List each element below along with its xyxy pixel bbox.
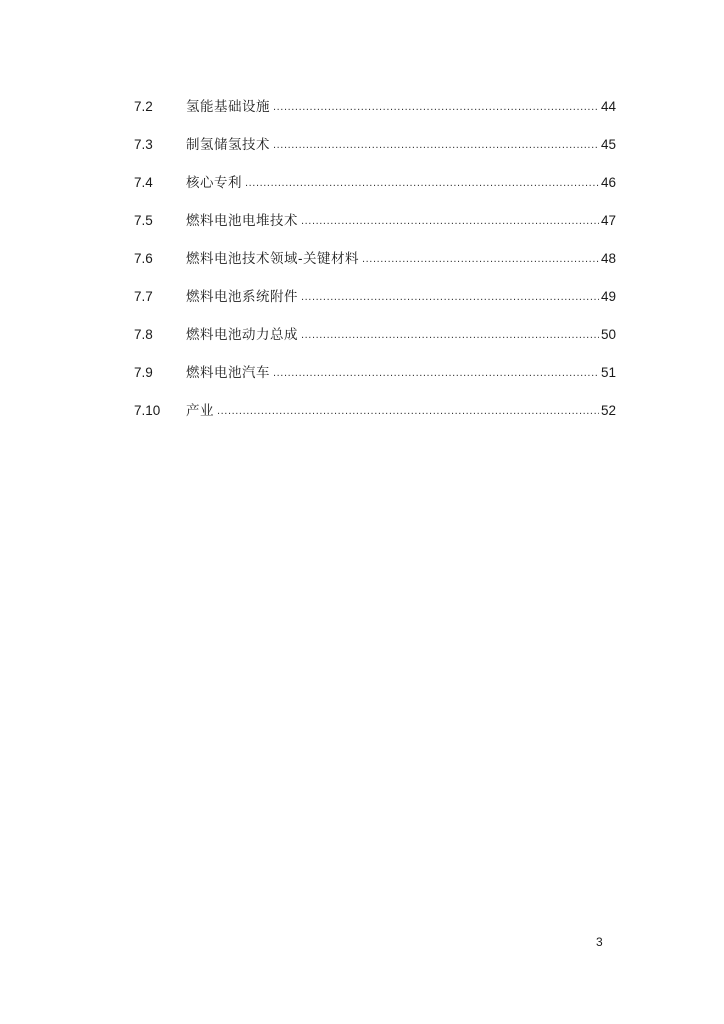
- toc-dot-leader: [301, 211, 599, 231]
- toc-entry-number: 7.10: [134, 403, 161, 418]
- toc-entry-number: 7.3: [134, 137, 153, 152]
- toc-entry[interactable]: [134, 287, 616, 325]
- toc-entry-title: 燃料电池电堆技术: [186, 213, 298, 228]
- toc-dot-leader: [301, 325, 599, 345]
- toc-entry-number: 7.6: [134, 251, 153, 266]
- toc-entry-number: 7.2: [134, 99, 153, 114]
- toc-entry[interactable]: [134, 363, 616, 401]
- toc-entry-number: 7.9: [134, 365, 153, 380]
- toc-dot-leader: [217, 401, 599, 421]
- toc-entry-page: 50: [600, 327, 616, 342]
- toc-entry-page: 46: [600, 175, 616, 190]
- toc-entry[interactable]: [134, 249, 616, 287]
- toc-entry-page: 52: [600, 403, 616, 418]
- toc-entry-number: 7.4: [134, 175, 153, 190]
- toc-entry-title: 产业: [186, 403, 214, 418]
- toc-entry[interactable]: [134, 325, 616, 363]
- toc-entry-title: 燃料电池汽车: [186, 365, 270, 380]
- toc-entry-title: 氢能基础设施: [186, 99, 270, 114]
- toc-dot-leader: [273, 363, 599, 383]
- toc-dot-leader: [362, 249, 599, 269]
- toc-entry-page: 48: [600, 251, 616, 266]
- toc-entry-number: 7.7: [134, 289, 153, 304]
- toc-entry-title: 制氢储氢技术: [186, 137, 270, 152]
- toc-entry-page: 47: [600, 213, 616, 228]
- toc-entry-number: 7.5: [134, 213, 153, 228]
- toc-entry-page: 44: [600, 99, 616, 114]
- toc-entry-page: 45: [600, 137, 616, 152]
- toc-entry-number: 7.8: [134, 327, 153, 342]
- toc-entry-title: 燃料电池动力总成: [186, 327, 298, 342]
- toc-dot-leader: [273, 97, 599, 117]
- toc-entry[interactable]: [134, 97, 616, 135]
- toc-entry[interactable]: [134, 211, 616, 249]
- toc-entry[interactable]: [134, 173, 616, 211]
- toc-dot-leader: [245, 173, 599, 193]
- table-of-contents: [134, 97, 616, 439]
- toc-dot-leader: [273, 135, 599, 155]
- toc-entry-page: 49: [600, 289, 616, 304]
- toc-entry-title: 核心专利: [186, 175, 242, 190]
- toc-entry-title: 燃料电池系统附件: [186, 289, 298, 304]
- toc-entry-title: 燃料电池技术领域-关键材料: [186, 251, 359, 266]
- toc-entry-page: 51: [600, 365, 616, 380]
- toc-entry[interactable]: [134, 135, 616, 173]
- toc-entry[interactable]: [134, 401, 616, 439]
- page-number: 3: [596, 935, 603, 949]
- toc-dot-leader: [301, 287, 599, 307]
